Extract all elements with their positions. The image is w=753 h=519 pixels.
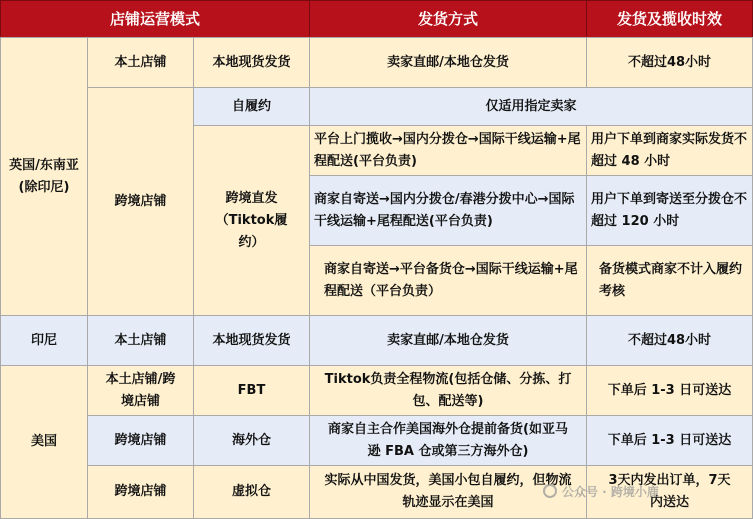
model-local-stock: 本地现货发货 xyxy=(193,315,310,366)
store-type-cross-border: 跨境店铺 xyxy=(87,415,194,466)
method-seller-direct: 卖家直邮/本地仓发货 xyxy=(309,315,587,366)
time-48h: 不超过48小时 xyxy=(586,37,753,88)
method-virtual-shipping: 实际从中国发货，美国小包自履约，但物流轨迹显示在美国 xyxy=(309,465,587,519)
model-overseas-warehouse: 海外仓 xyxy=(193,415,310,466)
time-3-7-days: 3天内发出订单，7天内送达 xyxy=(586,465,753,519)
method-platform-pickup: 平台上门揽收→国内分拨仓→国际干线运输+尾程配送(平台负责) xyxy=(309,125,587,176)
model-fbt: FBT xyxy=(193,365,310,416)
watermark-text: 公众号 · 跨境小鹿 xyxy=(562,484,659,499)
time-48h: 不超过48小时 xyxy=(586,315,753,366)
model-self-fulfillment: 自履约 xyxy=(193,87,310,126)
store-type-cross-border: 跨境店铺 xyxy=(87,87,194,316)
method-self-send-hub: 商家自寄送→国内分拨仓/春港分拨中心→国际干线运输+尾程配送(平台负责) xyxy=(309,175,587,246)
model-cross-border-direct: 跨境直发（Tiktok履约） xyxy=(193,125,310,316)
method-overseas-prestock: 商家自主合作美国海外仓提前备货(如亚马逊 FBA 仓或第三方海外仓) xyxy=(309,415,587,466)
time-1-3-days: 下单后 1-3 日可送达 xyxy=(586,415,753,466)
store-type-local: 本土店铺 xyxy=(87,315,194,366)
store-type-local-or-cross: 本土店铺/跨境店铺 xyxy=(87,365,194,416)
model-local-stock: 本地现货发货 xyxy=(193,37,310,88)
method-platform-warehouse: 商家自寄送→平台备货仓→国际干线运输+尾程配送（平台负责） xyxy=(309,245,587,316)
store-type-cross-border: 跨境店铺 xyxy=(87,465,194,519)
time-hub-120h: 用户下单到寄送至分拨仓不超过 120 小时 xyxy=(586,175,753,246)
time-stock-mode-exempt: 备货模式商家不计入履约考核 xyxy=(586,245,753,316)
time-1-3-days: 下单后 1-3 日可送达 xyxy=(586,365,753,416)
header-shipping-time: 发货及揽收时效 xyxy=(586,0,753,38)
region-indonesia: 印尼 xyxy=(0,315,88,366)
header-shipping-method: 发货方式 xyxy=(309,0,587,38)
method-designated-sellers: 仅适用指定卖家 xyxy=(309,87,753,126)
method-tiktok-full-logistics: Tiktok负责全程物流(包括仓储、分拣、打包、配送等) xyxy=(309,365,587,416)
region-uk-sea: 英国/东南亚(除印尼) xyxy=(0,37,88,316)
store-type-local: 本土店铺 xyxy=(87,37,194,88)
header-store-model: 店铺运营模式 xyxy=(0,0,310,38)
method-seller-direct: 卖家直邮/本地仓发货 xyxy=(309,37,587,88)
region-usa: 美国 xyxy=(0,365,88,519)
model-virtual-warehouse: 虚拟仓 xyxy=(193,465,310,519)
time-pickup-48h: 用户下单到商家实际发货不超过 48 小时 xyxy=(586,125,753,176)
